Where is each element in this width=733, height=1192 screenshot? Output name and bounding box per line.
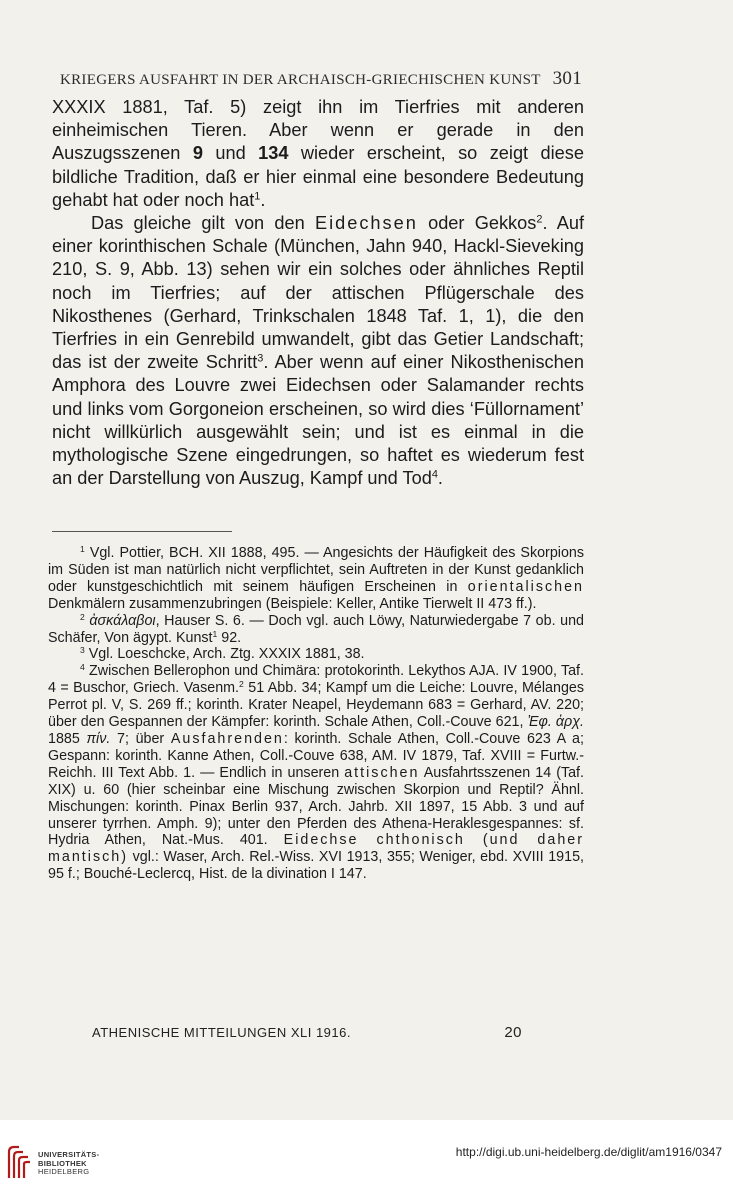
- footnote-4: $^4$ Zwischen Bellerophon und Chimära: protokorinth. Lekythos AJA. IV 1900, Taf. 4 = Buschor, Griech. Vasenm.$^2$ 51 Abb. 34; Kampf um die Leiche: Louvre, Mélanges Perrot pl. V, S. 269 ff.; korinth. Krater Neapel, Heydemann 683 = Gerhard, AV. 220; über den Gespannen der Kämpfer: korinth. Schale Athen, Coll.-Couve 621, Ἐφ. ἀρχ. 1885 πίν. 7; über Ausfahrenden: korinth. Schale Athen, Coll.-Couve 623 A a; Gespann: korinth. Kanne Athen, Coll.-Couve 638, AM. IV 1879, Taf. XVIII = Furtw.-Reichh. III Text Abb. 1. — Endlich in unseren attischen Ausfahrtsszenen 14 (Taf. XIX) u. 60 (hier scheinbar eine Mischung zwischen Skorpion und Reptil? Ähnl. Mischungen: korinth. Pinax Berlin 937, Arch. Jahrb. XII 1897, 15 Abb. 3 und auf unserer tyrrhen. Amph. 9); unter den Pferden des Athena-Heraklesgespannes: sf. Hydria Athen, Nat.-Mus. 401. Eidechse chthonisch (und daher mantisch) vgl.: Waser, Arch. Rel.-Wiss. XVI 1913, 355; Weniger, ebd. XVIII 1915, 95 f.; Bouché-Leclercq, Hist. de la divination I 147.: [48, 662, 585, 883]
- footnote-ref-1: 1: [254, 190, 261, 203]
- sheet-signature: 20: [504, 1024, 522, 1041]
- library-name: UNIVERSITÄTS- BIBLIOTHEK HEIDELBERG: [38, 1150, 100, 1176]
- viewer-footer: [0, 1120, 733, 1192]
- footnote-2: $^2$ ἀσκάλαβοι, Hauser S. 6. — Doch vgl. auch Löwy, Naturwiedergabe 7 ob. und Schäfer, Von ägypt. Kunst$^1$ 92.: [48, 611, 584, 646]
- footnote-separator: [52, 531, 232, 532]
- footnote-ref-4: 4: [431, 468, 438, 481]
- permalink[interactable]: http://digi.ub.uni-heidelberg.de/diglit/am1916/0347: [455, 1145, 722, 1159]
- footnote-1: $^1$ Vgl. Pottier, BCH. XII 1888, 495. — Angesichts der Häufigkeit des Skorpions im Süden ist man natürlich nicht verpflichtet, sein Auftreten in der Kunst gedanklich oder kunstgeschichtlich mit seinem häufigen Erscheinen in orientalischen Denkmälern zusammenzubringen (Beispiele: Keller, Antike Tierwelt II 473 ff.).: [48, 543, 584, 612]
- paragraph-1: XXXIX 1881, Taf. 5) zeigt ihn im Tierfries mit anderen einheimischen Tieren. Aber wenn er gerade in den Auszugsszenen 9 und 134 wieder erscheint, so zeigt diese bildliche Tradition, daß er hier einmal eine besondere Bedeutung gehabt hat oder noch hat$^1$.: [52, 97, 584, 210]
- footnote-ref-3: 3: [257, 352, 264, 365]
- page-number: 301: [552, 68, 582, 89]
- publication-name: ATHENISCHE MITTEILUNGEN XLI 1916.: [92, 1025, 351, 1040]
- main-text: [52, 96, 584, 490]
- paragraph-2: Das gleiche gilt von den Eidechsen oder Gekkos$^2$. Auf einer korinthischen Schale (München, Jahn 940, Hackl-Sieveking 210, S. 9, Abb. 13) sehen wir ein solches oder ähnliches Reptil noch im Tierfries; auf der attischen Pflügerschale des Nikosthenes (Gerhard, Trinkschalen 1848 Taf. 1, 1), die den Tierfries in ein Genrebild umwandelt, gibt das Getier Landschaft; das ist der zweite Schritt$^3$. Aber wenn auf einer Nikosthenischen Amphora des Louvre zwei Eidechsen oder Salamander rechts und links vom Gorgoneion erscheinen, so wird dies ‘Füllornament’ nicht willkürlich ausgewählt sein; und ist es einmal in die mythologische Szene eingedrungen, so haftet es wiederum fest an der Darstellung von Auszug, Kampf und Tod$^4$.: [52, 213, 584, 489]
- footnote-3: $^3$ Vgl. Loeschcke, Arch. Ztg. XXXIX 1881, 38.: [80, 645, 365, 663]
- footnotes: [48, 545, 584, 883]
- running-head-title: KRIEGERS AUSFAHRT IN DER ARCHAISCH-GRIECHISCHEN KUNST: [60, 72, 541, 88]
- library-logo-icon: [6, 1144, 32, 1180]
- footnote-ref-2: 2: [536, 213, 543, 226]
